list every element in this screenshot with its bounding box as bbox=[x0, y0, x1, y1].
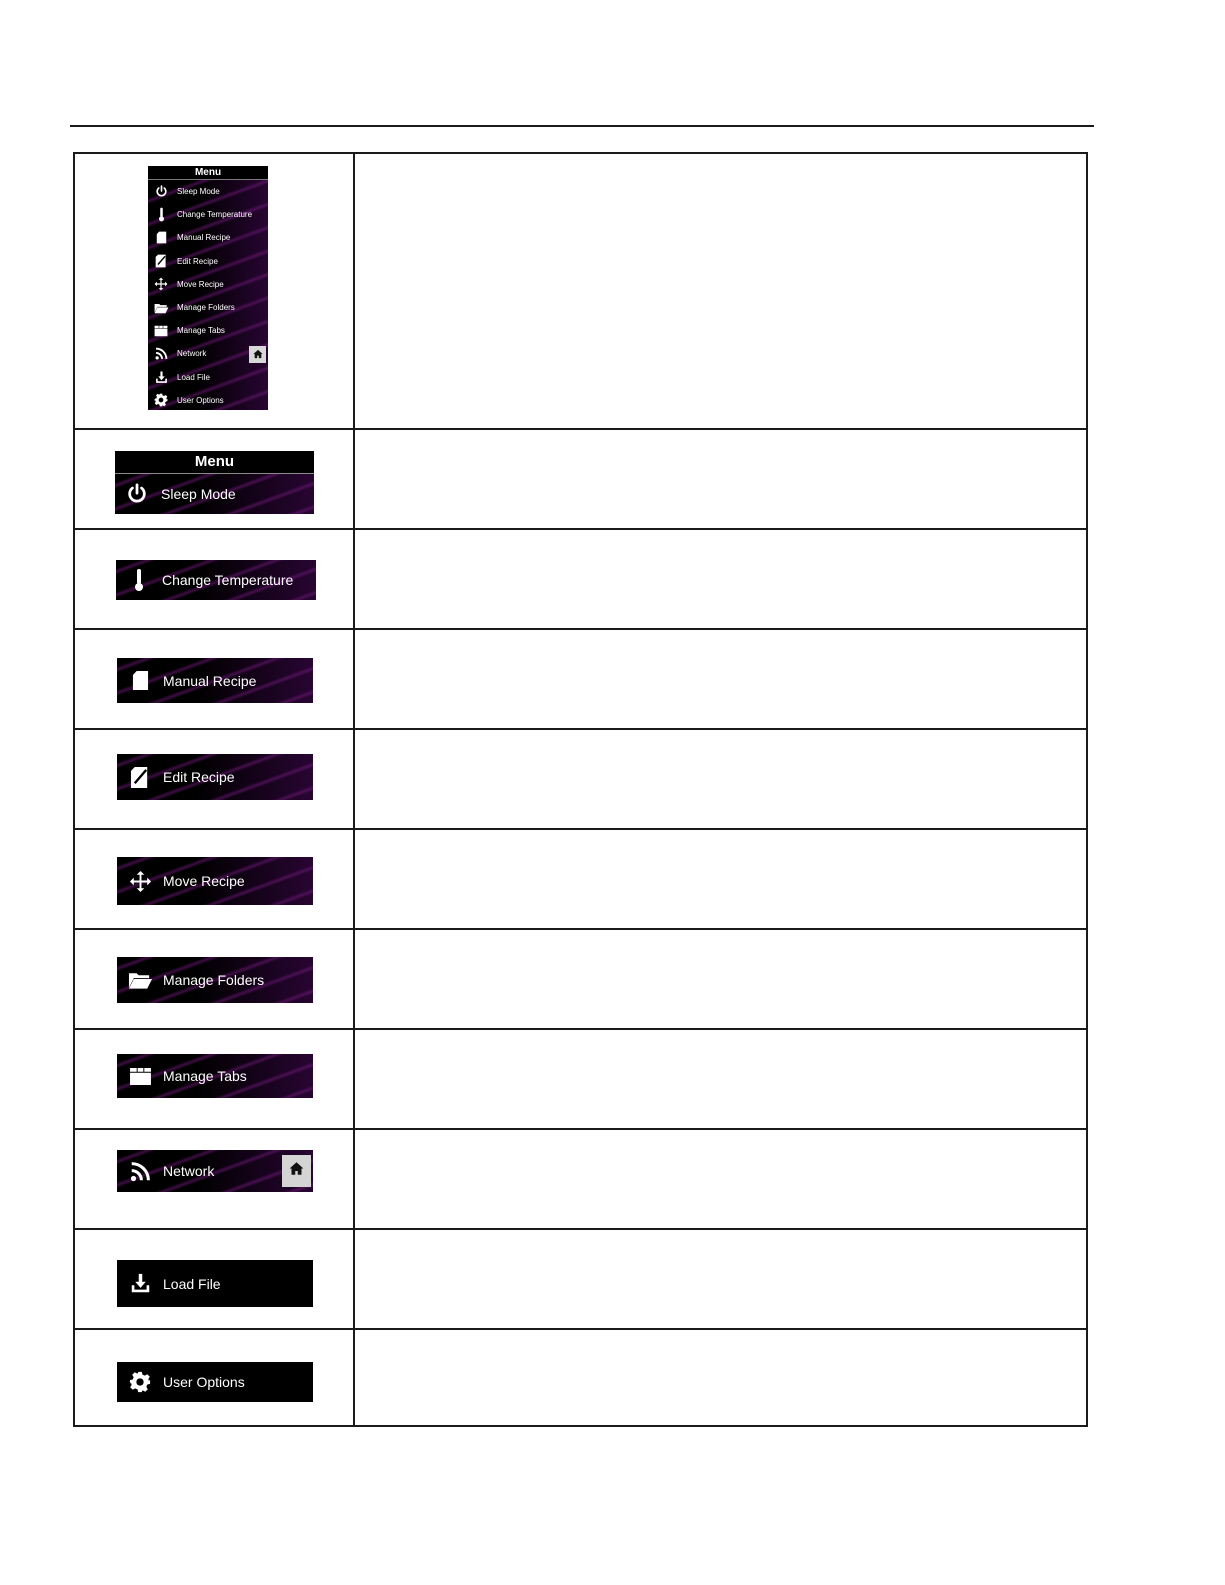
description-cell bbox=[355, 530, 1086, 628]
wifi-signal-icon bbox=[153, 346, 169, 362]
menu-item-user-options[interactable] bbox=[148, 389, 268, 412]
menu-item-sleep-mode[interactable] bbox=[148, 180, 268, 203]
change-temperature-button[interactable] bbox=[116, 560, 316, 600]
description-cell bbox=[355, 730, 1086, 828]
description-cell bbox=[355, 630, 1086, 728]
menu-item-move-recipe[interactable] bbox=[148, 273, 268, 296]
user-options-button[interactable] bbox=[117, 1362, 313, 1402]
menu-item-edit-recipe[interactable] bbox=[148, 250, 268, 273]
menu-item-label: Network bbox=[177, 349, 207, 359]
thermometer-icon bbox=[153, 207, 169, 223]
menu-title: Menu bbox=[148, 166, 268, 180]
menu-item-network[interactable] bbox=[148, 342, 268, 365]
table-row bbox=[75, 154, 1086, 428]
menu-header-sleep-mode-button bbox=[115, 451, 314, 514]
download-icon bbox=[127, 1271, 153, 1297]
table-row bbox=[75, 628, 1086, 728]
button-label: Sleep Mode bbox=[161, 486, 236, 502]
move-arrows-icon bbox=[153, 276, 169, 292]
menu-item-label: Sleep Mode bbox=[177, 187, 220, 197]
gear-icon bbox=[153, 392, 169, 408]
manage-tabs-button[interactable] bbox=[117, 1054, 313, 1098]
table-row bbox=[75, 728, 1086, 828]
menu-reference-table bbox=[73, 152, 1088, 1427]
header-rule bbox=[70, 125, 1094, 127]
menu-item-manual-recipe[interactable] bbox=[148, 226, 268, 249]
menu-item-change-temperature[interactable] bbox=[148, 203, 268, 226]
table-row bbox=[75, 928, 1086, 1028]
menu-item-label: Manual Recipe bbox=[177, 233, 231, 243]
move-recipe-button[interactable] bbox=[117, 857, 313, 905]
button-label: Manage Tabs bbox=[163, 1068, 247, 1084]
edit-document-icon bbox=[153, 253, 169, 269]
edit-recipe-button[interactable] bbox=[117, 754, 313, 800]
gear-icon bbox=[127, 1369, 153, 1395]
description-cell bbox=[355, 430, 1086, 528]
power-icon bbox=[153, 184, 169, 200]
download-icon bbox=[153, 369, 169, 385]
home-icon bbox=[253, 346, 263, 364]
description-cell bbox=[355, 930, 1086, 1028]
home-button[interactable] bbox=[282, 1155, 311, 1187]
menu-item-label: Move Recipe bbox=[177, 279, 224, 289]
table-row bbox=[75, 528, 1086, 628]
menu-item-label: Edit Recipe bbox=[177, 256, 218, 266]
tabs-icon bbox=[127, 1063, 153, 1089]
home-button[interactable] bbox=[249, 346, 266, 363]
description-cell bbox=[355, 830, 1086, 928]
table-row bbox=[75, 1028, 1086, 1128]
manage-folders-button[interactable] bbox=[117, 957, 313, 1003]
table-row bbox=[75, 828, 1086, 928]
folder-open-icon bbox=[153, 300, 169, 316]
description-cell bbox=[355, 1130, 1086, 1228]
button-label: Network bbox=[163, 1163, 215, 1179]
menu-item-label: Manage Folders bbox=[177, 303, 235, 313]
button-label: Change Temperature bbox=[162, 572, 294, 588]
sleep-mode-button[interactable] bbox=[115, 474, 314, 514]
menu-item-manage-folders[interactable] bbox=[148, 296, 268, 319]
menu-item-load-file[interactable] bbox=[148, 366, 268, 389]
description-cell bbox=[355, 1230, 1086, 1328]
thermometer-icon bbox=[126, 567, 152, 593]
document-icon bbox=[153, 230, 169, 246]
home-icon bbox=[289, 1161, 304, 1181]
table-row bbox=[75, 1128, 1086, 1228]
move-arrows-icon bbox=[127, 868, 153, 894]
load-file-button[interactable] bbox=[117, 1260, 313, 1307]
folder-open-icon bbox=[127, 967, 153, 993]
description-cell bbox=[355, 154, 1086, 428]
network-button[interactable] bbox=[117, 1150, 313, 1192]
button-label: Manual Recipe bbox=[163, 672, 257, 689]
menu-item-label: User Options bbox=[177, 395, 224, 405]
button-label: Move Recipe bbox=[163, 873, 245, 889]
tabs-icon bbox=[153, 323, 169, 339]
edit-document-icon bbox=[127, 764, 153, 790]
button-label: Load File bbox=[163, 1275, 221, 1292]
button-label: User Options bbox=[163, 1374, 245, 1390]
power-icon bbox=[125, 482, 149, 506]
button-label: Manage Folders bbox=[163, 972, 265, 988]
document-icon bbox=[127, 668, 153, 694]
manual-recipe-button[interactable] bbox=[117, 658, 313, 703]
menu-item-label: Manage Tabs bbox=[177, 326, 225, 336]
table-row bbox=[75, 1328, 1086, 1425]
description-cell bbox=[355, 1330, 1086, 1425]
wifi-signal-icon bbox=[127, 1158, 153, 1184]
menu-item-label: Load File bbox=[177, 372, 210, 382]
button-label: Edit Recipe bbox=[163, 769, 235, 785]
table-row bbox=[75, 1228, 1086, 1328]
menu-title: Menu bbox=[115, 451, 314, 474]
menu-panel bbox=[148, 166, 268, 410]
menu-item-label: Change Temperature bbox=[177, 210, 253, 220]
table-row bbox=[75, 428, 1086, 528]
description-cell bbox=[355, 1030, 1086, 1128]
menu-item-manage-tabs[interactable] bbox=[148, 319, 268, 342]
